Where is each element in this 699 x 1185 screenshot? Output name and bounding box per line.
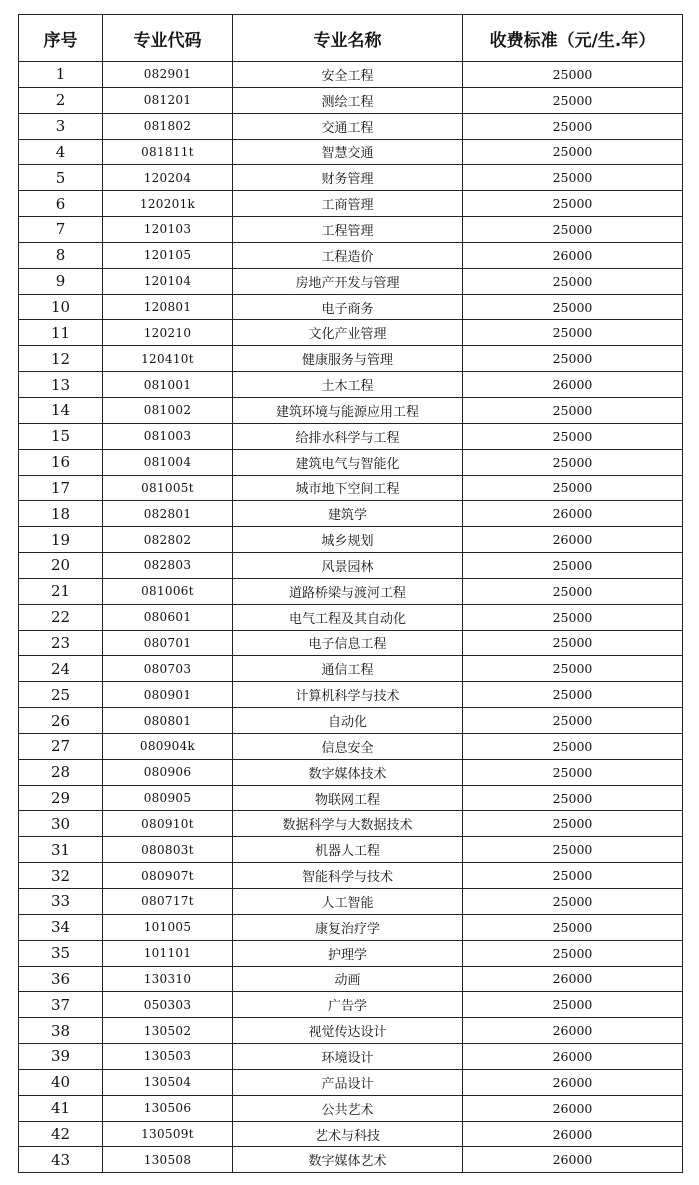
- cell-fee: 25000: [463, 682, 683, 708]
- cell-fee: 25000: [463, 708, 683, 734]
- table-header-row: [19, 15, 683, 62]
- cell-no: 21: [19, 578, 103, 604]
- cell-no: 26: [19, 708, 103, 734]
- table-row: [19, 966, 683, 992]
- cell-name: 环境设计: [233, 1044, 463, 1070]
- cell-name: 工程造价: [233, 242, 463, 268]
- cell-no: 8: [19, 242, 103, 268]
- cell-no: 1: [19, 62, 103, 88]
- table-row: [19, 294, 683, 320]
- cell-code: 082802: [103, 527, 233, 553]
- header-no: 序号: [19, 15, 103, 62]
- cell-no: 23: [19, 630, 103, 656]
- cell-no: 4: [19, 139, 103, 165]
- cell-code: 080904k: [103, 733, 233, 759]
- cell-name: 物联网工程: [233, 785, 463, 811]
- cell-code: 081811t: [103, 139, 233, 165]
- cell-code: 080901: [103, 682, 233, 708]
- cell-name: 财务管理: [233, 165, 463, 191]
- cell-code: 120410t: [103, 346, 233, 372]
- table-row: [19, 1018, 683, 1044]
- cell-code: 050303: [103, 992, 233, 1018]
- cell-no: 37: [19, 992, 103, 1018]
- cell-name: 电子信息工程: [233, 630, 463, 656]
- table-row: [19, 837, 683, 863]
- cell-fee: 25000: [463, 320, 683, 346]
- cell-name: 健康服务与管理: [233, 346, 463, 372]
- cell-fee: 26000: [463, 1095, 683, 1121]
- table-row: [19, 759, 683, 785]
- cell-code: 080701: [103, 630, 233, 656]
- cell-code: 101005: [103, 914, 233, 940]
- cell-no: 43: [19, 1147, 103, 1173]
- cell-name: 人工智能: [233, 889, 463, 915]
- cell-fee: 25000: [463, 217, 683, 243]
- cell-fee: 25000: [463, 785, 683, 811]
- cell-name: 道路桥梁与渡河工程: [233, 578, 463, 604]
- cell-name: 工商管理: [233, 191, 463, 217]
- cell-fee: 26000: [463, 1044, 683, 1070]
- table-row: [19, 889, 683, 915]
- cell-no: 27: [19, 733, 103, 759]
- cell-code: 120201k: [103, 191, 233, 217]
- cell-code: 082801: [103, 501, 233, 527]
- table-row: [19, 708, 683, 734]
- cell-code: 120801: [103, 294, 233, 320]
- cell-fee: 25000: [463, 656, 683, 682]
- cell-no: 33: [19, 889, 103, 915]
- cell-name: 建筑环境与能源应用工程: [233, 397, 463, 423]
- cell-name: 动画: [233, 966, 463, 992]
- cell-name: 房地产开发与管理: [233, 268, 463, 294]
- cell-code: 130504: [103, 1069, 233, 1095]
- table-row: [19, 914, 683, 940]
- cell-name: 城市地下空间工程: [233, 475, 463, 501]
- table-row: [19, 1069, 683, 1095]
- table-row: [19, 501, 683, 527]
- cell-name: 视觉传达设计: [233, 1018, 463, 1044]
- table-row: [19, 733, 683, 759]
- cell-no: 36: [19, 966, 103, 992]
- cell-code: 130506: [103, 1095, 233, 1121]
- cell-no: 14: [19, 397, 103, 423]
- table-row: [19, 1044, 683, 1070]
- cell-code: 080910t: [103, 811, 233, 837]
- cell-no: 32: [19, 863, 103, 889]
- cell-name: 测绘工程: [233, 87, 463, 113]
- cell-code: 081802: [103, 113, 233, 139]
- cell-fee: 26000: [463, 501, 683, 527]
- cell-no: 40: [19, 1069, 103, 1095]
- cell-no: 25: [19, 682, 103, 708]
- cell-code: 081005t: [103, 475, 233, 501]
- cell-name: 电气工程及其自动化: [233, 604, 463, 630]
- cell-fee: 25000: [463, 604, 683, 630]
- cell-fee: 25000: [463, 423, 683, 449]
- cell-fee: 25000: [463, 578, 683, 604]
- cell-name: 艺术与科技: [233, 1121, 463, 1147]
- cell-fee: 25000: [463, 992, 683, 1018]
- table-row: [19, 423, 683, 449]
- cell-no: 5: [19, 165, 103, 191]
- cell-no: 3: [19, 113, 103, 139]
- table-row: [19, 475, 683, 501]
- cell-code: 120210: [103, 320, 233, 346]
- cell-fee: 26000: [463, 1147, 683, 1173]
- cell-fee: 25000: [463, 268, 683, 294]
- cell-fee: 25000: [463, 165, 683, 191]
- table-row: [19, 87, 683, 113]
- cell-fee: 25000: [463, 449, 683, 475]
- cell-code: 082901: [103, 62, 233, 88]
- cell-no: 12: [19, 346, 103, 372]
- cell-fee: 26000: [463, 242, 683, 268]
- table-row: [19, 1147, 683, 1173]
- cell-code: 080601: [103, 604, 233, 630]
- cell-no: 7: [19, 217, 103, 243]
- cell-fee: 26000: [463, 1121, 683, 1147]
- cell-code: 081002: [103, 397, 233, 423]
- cell-code: 120204: [103, 165, 233, 191]
- cell-code: 081004: [103, 449, 233, 475]
- cell-no: 31: [19, 837, 103, 863]
- table-row: [19, 553, 683, 579]
- cell-name: 交通工程: [233, 113, 463, 139]
- cell-no: 9: [19, 268, 103, 294]
- cell-fee: 25000: [463, 397, 683, 423]
- table-row: [19, 604, 683, 630]
- cell-fee: 25000: [463, 139, 683, 165]
- cell-name: 产品设计: [233, 1069, 463, 1095]
- cell-code: 130310: [103, 966, 233, 992]
- cell-code: 130503: [103, 1044, 233, 1070]
- table-row: [19, 940, 683, 966]
- cell-fee: 25000: [463, 475, 683, 501]
- cell-fee: 25000: [463, 630, 683, 656]
- cell-name: 给排水科学与工程: [233, 423, 463, 449]
- cell-fee: 25000: [463, 940, 683, 966]
- cell-code: 101101: [103, 940, 233, 966]
- cell-no: 24: [19, 656, 103, 682]
- cell-name: 工程管理: [233, 217, 463, 243]
- cell-fee: 25000: [463, 62, 683, 88]
- cell-name: 文化产业管理: [233, 320, 463, 346]
- cell-code: 130502: [103, 1018, 233, 1044]
- cell-code: 080905: [103, 785, 233, 811]
- table-row: [19, 372, 683, 398]
- table-row: [19, 811, 683, 837]
- cell-name: 数据科学与大数据技术: [233, 811, 463, 837]
- cell-name: 广告学: [233, 992, 463, 1018]
- cell-fee: 25000: [463, 113, 683, 139]
- cell-no: 20: [19, 553, 103, 579]
- cell-code: 081001: [103, 372, 233, 398]
- table-row: [19, 217, 683, 243]
- cell-no: 11: [19, 320, 103, 346]
- cell-code: 080717t: [103, 889, 233, 915]
- table-row: [19, 191, 683, 217]
- table-row: [19, 630, 683, 656]
- cell-fee: 25000: [463, 837, 683, 863]
- table-row: [19, 449, 683, 475]
- cell-no: 18: [19, 501, 103, 527]
- cell-code: 081201: [103, 87, 233, 113]
- table-row: [19, 242, 683, 268]
- cell-fee: 26000: [463, 1018, 683, 1044]
- cell-name: 信息安全: [233, 733, 463, 759]
- cell-no: 39: [19, 1044, 103, 1070]
- table-row: [19, 656, 683, 682]
- cell-fee: 25000: [463, 553, 683, 579]
- cell-code: 130508: [103, 1147, 233, 1173]
- cell-no: 19: [19, 527, 103, 553]
- cell-no: 34: [19, 914, 103, 940]
- header-fee: 收费标准（元/生.年）: [463, 15, 683, 62]
- cell-name: 建筑学: [233, 501, 463, 527]
- cell-name: 通信工程: [233, 656, 463, 682]
- cell-name: 城乡规划: [233, 527, 463, 553]
- table-row: [19, 527, 683, 553]
- cell-fee: 25000: [463, 733, 683, 759]
- table-row: [19, 346, 683, 372]
- cell-no: 30: [19, 811, 103, 837]
- cell-fee: 25000: [463, 191, 683, 217]
- cell-no: 6: [19, 191, 103, 217]
- cell-no: 41: [19, 1095, 103, 1121]
- cell-fee: 25000: [463, 811, 683, 837]
- cell-code: 081006t: [103, 578, 233, 604]
- cell-no: 17: [19, 475, 103, 501]
- cell-name: 建筑电气与智能化: [233, 449, 463, 475]
- table-row: [19, 165, 683, 191]
- table-row: [19, 682, 683, 708]
- cell-code: 120104: [103, 268, 233, 294]
- cell-code: 080803t: [103, 837, 233, 863]
- cell-name: 安全工程: [233, 62, 463, 88]
- cell-fee: 26000: [463, 372, 683, 398]
- cell-no: 16: [19, 449, 103, 475]
- table-row: [19, 1095, 683, 1121]
- cell-code: 082803: [103, 553, 233, 579]
- cell-code: 081003: [103, 423, 233, 449]
- cell-name: 数字媒体技术: [233, 759, 463, 785]
- cell-no: 38: [19, 1018, 103, 1044]
- cell-name: 智能科学与技术: [233, 863, 463, 889]
- header-code: 专业代码: [103, 15, 233, 62]
- cell-name: 风景园林: [233, 553, 463, 579]
- cell-fee: 25000: [463, 863, 683, 889]
- cell-no: 15: [19, 423, 103, 449]
- cell-code: 120103: [103, 217, 233, 243]
- cell-name: 自动化: [233, 708, 463, 734]
- table-row: [19, 992, 683, 1018]
- table-row: [19, 1121, 683, 1147]
- table-row: [19, 320, 683, 346]
- cell-fee: 25000: [463, 346, 683, 372]
- table-row: [19, 113, 683, 139]
- cell-code: 080703: [103, 656, 233, 682]
- cell-no: 10: [19, 294, 103, 320]
- cell-name: 机器人工程: [233, 837, 463, 863]
- cell-no: 2: [19, 87, 103, 113]
- cell-name: 智慧交通: [233, 139, 463, 165]
- cell-code: 080906: [103, 759, 233, 785]
- cell-no: 35: [19, 940, 103, 966]
- table-row: [19, 268, 683, 294]
- table-row: [19, 139, 683, 165]
- cell-no: 13: [19, 372, 103, 398]
- cell-code: 130509t: [103, 1121, 233, 1147]
- cell-fee: 26000: [463, 966, 683, 992]
- fee-table: [18, 14, 683, 1173]
- header-name: 专业名称: [233, 15, 463, 62]
- cell-name: 计算机科学与技术: [233, 682, 463, 708]
- cell-code: 080907t: [103, 863, 233, 889]
- table-body: [19, 62, 683, 1173]
- table-row: [19, 863, 683, 889]
- cell-no: 42: [19, 1121, 103, 1147]
- cell-fee: 25000: [463, 87, 683, 113]
- cell-no: 29: [19, 785, 103, 811]
- table-row: [19, 785, 683, 811]
- cell-fee: 25000: [463, 759, 683, 785]
- cell-name: 土木工程: [233, 372, 463, 398]
- cell-code: 080801: [103, 708, 233, 734]
- cell-name: 公共艺术: [233, 1095, 463, 1121]
- table-row: [19, 578, 683, 604]
- cell-fee: 25000: [463, 889, 683, 915]
- cell-fee: 26000: [463, 1069, 683, 1095]
- cell-no: 22: [19, 604, 103, 630]
- fee-table-container: [18, 14, 682, 1173]
- cell-name: 康复治疗学: [233, 914, 463, 940]
- cell-fee: 26000: [463, 527, 683, 553]
- table-row: [19, 62, 683, 88]
- cell-fee: 25000: [463, 294, 683, 320]
- table-row: [19, 397, 683, 423]
- cell-name: 护理学: [233, 940, 463, 966]
- cell-no: 28: [19, 759, 103, 785]
- cell-name: 数字媒体艺术: [233, 1147, 463, 1173]
- cell-code: 120105: [103, 242, 233, 268]
- cell-name: 电子商务: [233, 294, 463, 320]
- cell-fee: 25000: [463, 914, 683, 940]
